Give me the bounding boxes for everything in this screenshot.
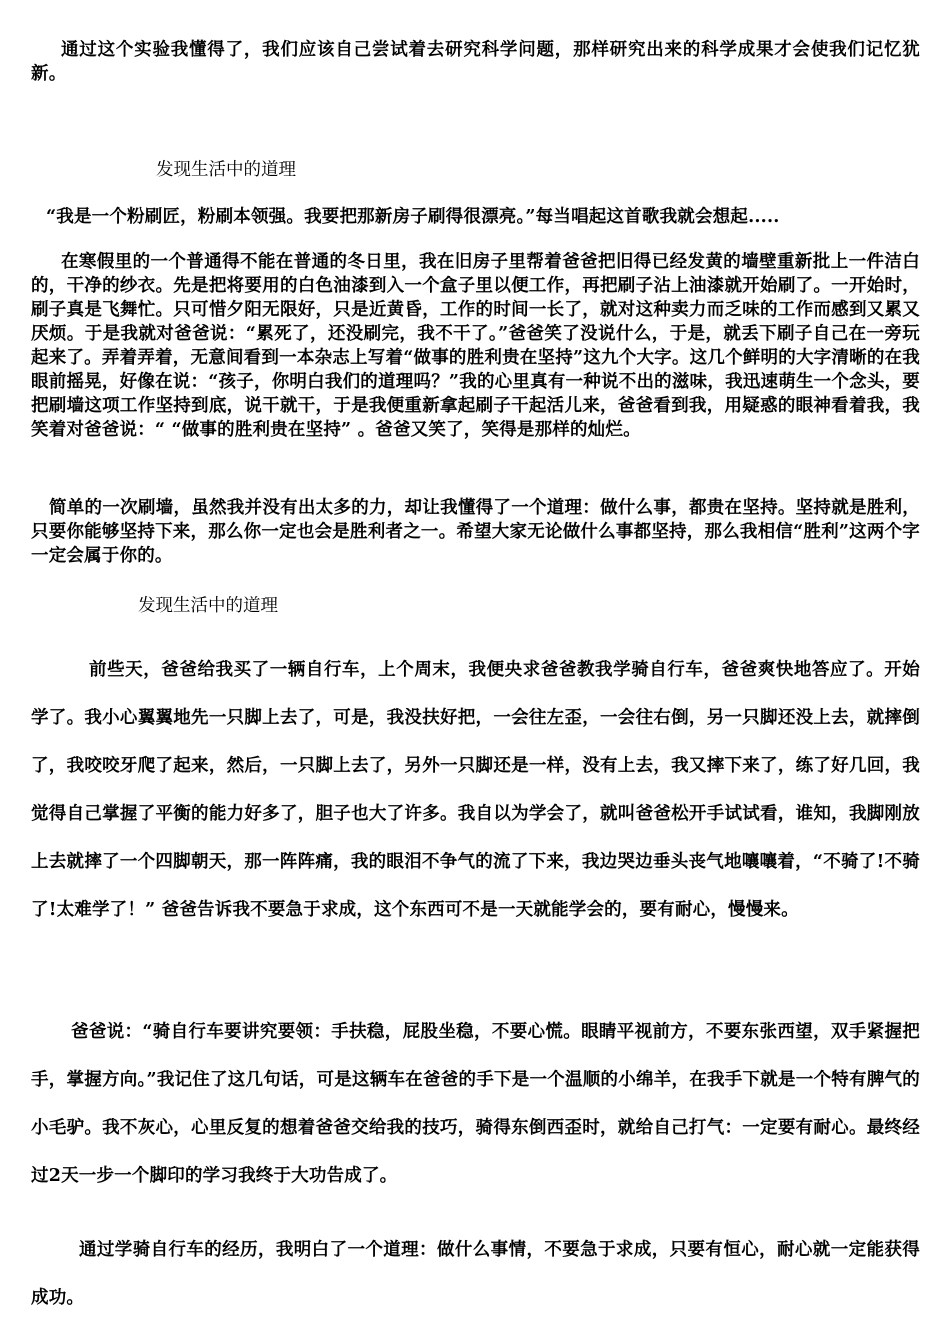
essay1-paragraph-1: 在寒假里的一个普通得不能在普通的冬日里，我在旧房子里帮着爸爸把旧得已经发黄的墙壁重新批上一件洁白的，干净的纱衣。先是把将要用的白色油漆到入一个盒子里以便工作，再把刷子沾上油漆就开始刷了。一开始时，刷子真是飞舞忙。只可惜夕阳无限好，只是近黄昏，工作的时间一长了，就对这种卖力而乏味的工作而感到又累又厌烦。于是我就对爸爸说：“累死了，还没刷完，我不干了。”爸爸笑了没说什么，于是，就丢下刷子自己在一旁玩起来了。弄着弄着，无意间看到一本杂志上写着“做事的胜利贵在坚持”这九个大字。这几个鲜明的大字清晰的在我眼前摇晃，好像在说：“孩子，你明白我们的道理吗？”我的心里真有一种说不出的滋味，我迅速萌生一个念头，要把刷墙这项工作坚持到底，说干就干，于是我便重新拿起刷子干起活儿来，爸爸看到我，用疑惑的眼神看着我，我笑着对爸爸说：“ “做事的胜利贵在坚持” 。爸爸又笑了，笑得是那样的灿烂。	[31, 252, 920, 440]
intro-paragraph: 通过这个实验我懂得了，我们应该自己尝试着去研究科学问题，那样研究出来的科学成果才会使我们记忆犹新。	[31, 40, 920, 84]
essay2-paragraph-1: 前些天，爸爸给我买了一辆自行车，上个周末，我便央求爸爸教我学骑自行车，爸爸爽快地答应了。开始学了。我小心翼翼地先一只脚上去了，可是，我没扶好把，一会往左歪，一会往右倒，另一只脚还没上去，就摔倒了，我咬咬牙爬了起来，然后，一只脚上去了，另外一只脚还是一样，没有上去，我又摔下来了，练了好几回，我觉得自己掌握了平衡的能力好多了，胆子也大了许多。我自以为学会了，就叫爸爸松开手试试看，谁知，我脚刚放上去就摔了一个四脚朝天，那一阵阵痛，我的眼泪不争气的流了下来，我边哭边垂头丧气地嚷嚷着，“不骑了!不骑了!太难学了！” 爸爸告诉我不要急于求成，这个东西可不是一天就能学会的，要有耐心，慢慢来。	[31, 660, 920, 920]
essay2-title: 发现生活中的道理	[138, 596, 278, 616]
essay1-paragraph-2: 简单的一次刷墙，虽然我并没有出太多的力，却让我懂得了一个道理：做什么事，都贵在坚持。坚持就是胜利，只要你能够坚持下来，那么你一定也会是胜利者之一。希望大家无论做什么事都坚持，那么我相信“胜利”这两个字一定会属于你的。	[31, 498, 920, 566]
essay1-title: 发现生活中的道理	[156, 160, 296, 180]
essay2-paragraph-2: 爸爸说：“骑自行车要讲究要领：手扶稳，屁股坐稳，不要心慌。眼睛平视前方，不要东张西望，双手紧握把手，掌握方向。”我记住了这几句话，可是这辆车在爸爸的手下是一个温顺的小绵羊，在我手下就是一个特有脾气的小毛驴。我不灰心，心里反复的想着爸爸交给我的技巧，骑得东倒西歪时，就给自己打气：一定要有耐心。最终经过2天一步一个脚印的学习我终于大功告成了。	[31, 1022, 920, 1186]
essay1-quote-line: “我是一个粉刷匠，粉刷本领强。我要把那新房子刷得很漂亮。”每当唱起这首歌我就会想起.....	[46, 207, 780, 227]
essay2-paragraph-3: 通过学骑自行车的经历，我明白了一个道理：做什么事情，不要急于求成，只要有恒心，耐心就一定能获得成功。	[31, 1240, 920, 1308]
